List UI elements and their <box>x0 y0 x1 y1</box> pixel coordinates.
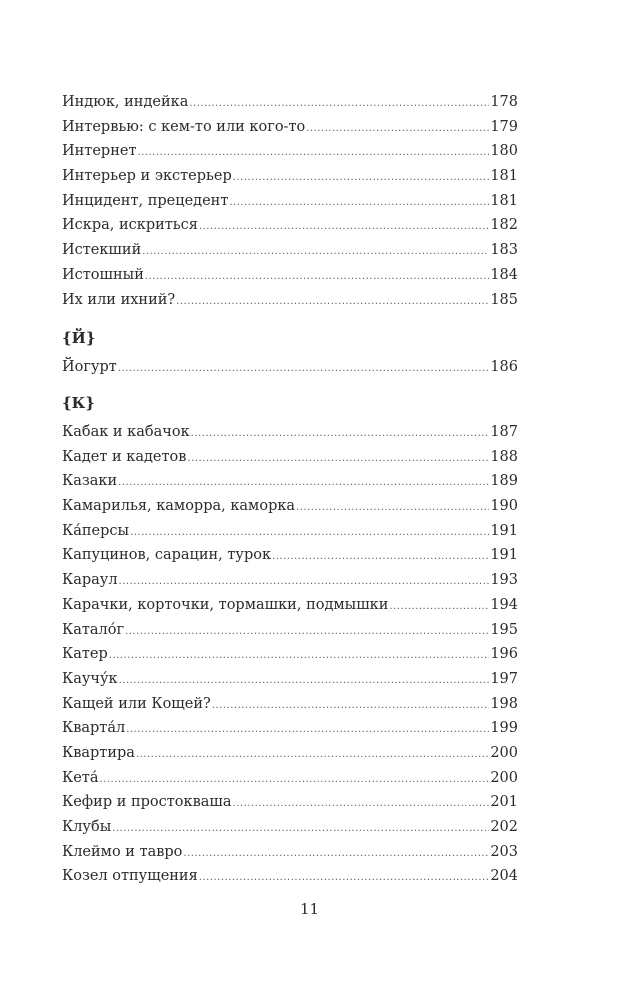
entry-title: Карачки, корточки, тормашки, подмышки <box>62 596 389 613</box>
dot-leader <box>119 669 490 694</box>
entry-title: Искра, искриться <box>62 217 198 234</box>
toc-entry[interactable] <box>62 445 518 470</box>
toc-entry[interactable] <box>62 288 518 313</box>
entry-title: Казаки <box>62 473 118 490</box>
toc-entry[interactable] <box>62 115 518 140</box>
entry-page: 180 <box>490 143 518 160</box>
toc-entry[interactable] <box>62 815 518 840</box>
entry-page: 182 <box>490 217 518 234</box>
dot-leader <box>119 570 490 595</box>
entry-title: Кабак и кабачок <box>62 424 190 440</box>
dot-leader <box>187 447 489 472</box>
entry-page: 186 <box>490 359 518 375</box>
entry-page: 179 <box>490 118 518 135</box>
entry-page: 204 <box>490 868 518 885</box>
dot-leader <box>212 694 490 719</box>
entry-page: 181 <box>490 168 518 185</box>
dot-leader <box>137 141 489 166</box>
entry-title: Клеймо и тавро <box>62 843 183 860</box>
dot-leader <box>118 471 489 496</box>
entry-title: Кварта́л <box>62 720 126 737</box>
entry-title: Кефир и простокваша <box>62 794 232 811</box>
dot-leader <box>145 265 489 290</box>
page-number: 11 <box>299 900 320 918</box>
dot-leader <box>118 357 490 382</box>
entry-title: Камарилья, каморра, каморка <box>62 498 296 515</box>
dot-leader <box>136 743 489 768</box>
entry-page: 184 <box>490 266 518 283</box>
entry-page: 199 <box>490 720 518 737</box>
entry-page: 189 <box>490 473 518 490</box>
entry-title: Индюк, индейка <box>62 94 189 110</box>
entry-title: Кета́ <box>62 769 99 786</box>
dot-leader <box>389 595 489 620</box>
dot-leader <box>199 866 490 891</box>
toc-entry[interactable] <box>62 766 518 791</box>
entry-page: 183 <box>490 242 518 259</box>
entry-title: Инцидент, прецедент <box>62 192 229 209</box>
toc-entry[interactable] <box>62 90 518 115</box>
toc-entry[interactable] <box>62 642 518 667</box>
dot-leader <box>126 718 489 743</box>
entry-title: Их или ихний? <box>62 291 176 308</box>
toc-entry[interactable] <box>62 139 518 164</box>
entry-title: Караул <box>62 572 118 589</box>
entry-page: 203 <box>490 843 518 860</box>
toc-group-y <box>62 355 518 380</box>
entry-page: 200 <box>490 744 518 761</box>
entry-page: 191 <box>490 522 518 539</box>
toc-entry[interactable] <box>62 593 518 618</box>
entry-page: 196 <box>490 646 518 663</box>
entry-page: 190 <box>490 498 518 515</box>
toc-entry[interactable] <box>62 543 518 568</box>
toc-entry[interactable] <box>62 494 518 519</box>
toc-entry[interactable] <box>62 840 518 865</box>
toc-entry[interactable] <box>62 238 518 263</box>
toc-entry[interactable] <box>62 420 518 445</box>
entry-title: Каучу́к <box>62 670 118 687</box>
dot-leader <box>130 521 489 546</box>
dot-leader <box>189 92 489 117</box>
entry-page: 193 <box>490 572 518 589</box>
dot-leader <box>233 166 490 191</box>
toc-entry[interactable] <box>62 263 518 288</box>
entry-page: 197 <box>490 670 518 687</box>
dot-leader <box>112 817 489 842</box>
entry-page: 202 <box>490 819 518 835</box>
toc-entry[interactable] <box>62 864 518 889</box>
dot-leader <box>191 422 490 447</box>
dot-leader <box>233 792 490 817</box>
entry-title: Истошный <box>62 266 144 283</box>
entry-page: 188 <box>490 448 518 465</box>
toc-entry[interactable] <box>62 189 518 214</box>
toc-entry[interactable] <box>62 164 518 189</box>
toc-entry[interactable] <box>62 469 518 494</box>
toc-entry[interactable] <box>62 519 518 544</box>
section-heading-k: {К} <box>62 394 95 412</box>
dot-leader <box>296 496 489 521</box>
toc-entry[interactable] <box>62 790 518 815</box>
entry-page: 198 <box>490 695 518 712</box>
toc-entry[interactable] <box>62 213 518 238</box>
entry-title: Капуцинов, сарацин, турок <box>62 547 272 564</box>
dot-leader <box>183 842 489 867</box>
toc-entry[interactable] <box>62 355 518 380</box>
dot-leader <box>306 117 489 142</box>
section-heading-y: {Й} <box>62 329 96 347</box>
toc-entry[interactable] <box>62 667 518 692</box>
entry-page: 185 <box>490 291 518 308</box>
toc-group-k <box>62 420 518 889</box>
toc-entry[interactable] <box>62 568 518 593</box>
toc-entry[interactable] <box>62 716 518 741</box>
toc-group-i <box>62 90 518 312</box>
entry-page: 191 <box>490 547 518 564</box>
entry-page: 201 <box>490 794 518 811</box>
entry-page: 194 <box>490 596 518 613</box>
dot-leader <box>99 768 489 793</box>
dot-leader <box>199 215 489 240</box>
entry-title: Кащей или Кощей? <box>62 695 211 712</box>
dot-leader <box>272 545 489 570</box>
dot-leader <box>229 191 489 216</box>
entry-title: Интервью: с кем-то или кого-то <box>62 118 306 135</box>
entry-title: Катало́г <box>62 621 125 638</box>
entry-title: Клубы <box>62 819 112 835</box>
entry-title: Катер <box>62 646 108 663</box>
entry-title: Истекший <box>62 242 142 259</box>
dot-leader <box>125 620 489 645</box>
entry-title: Козел отпущения <box>62 868 198 885</box>
entry-page: 187 <box>490 424 518 440</box>
entry-title: Интернет <box>62 143 137 160</box>
entry-page: 195 <box>490 621 518 638</box>
dot-leader <box>176 290 489 315</box>
entry-page: 200 <box>490 769 518 786</box>
entry-title: Ка́персы <box>62 522 130 539</box>
entry-page: 181 <box>490 192 518 209</box>
entry-page: 178 <box>490 94 518 110</box>
dot-leader <box>109 644 490 669</box>
entry-title: Квартира <box>62 744 135 761</box>
toc-entry[interactable] <box>62 692 518 717</box>
toc-entry[interactable] <box>62 741 518 766</box>
dot-leader <box>142 240 489 265</box>
entry-title: Кадет и кадетов <box>62 448 187 465</box>
toc-entry[interactable] <box>62 618 518 643</box>
entry-title: Йогурт <box>62 359 117 375</box>
entry-title: Интерьер и экстерьер <box>62 168 232 185</box>
